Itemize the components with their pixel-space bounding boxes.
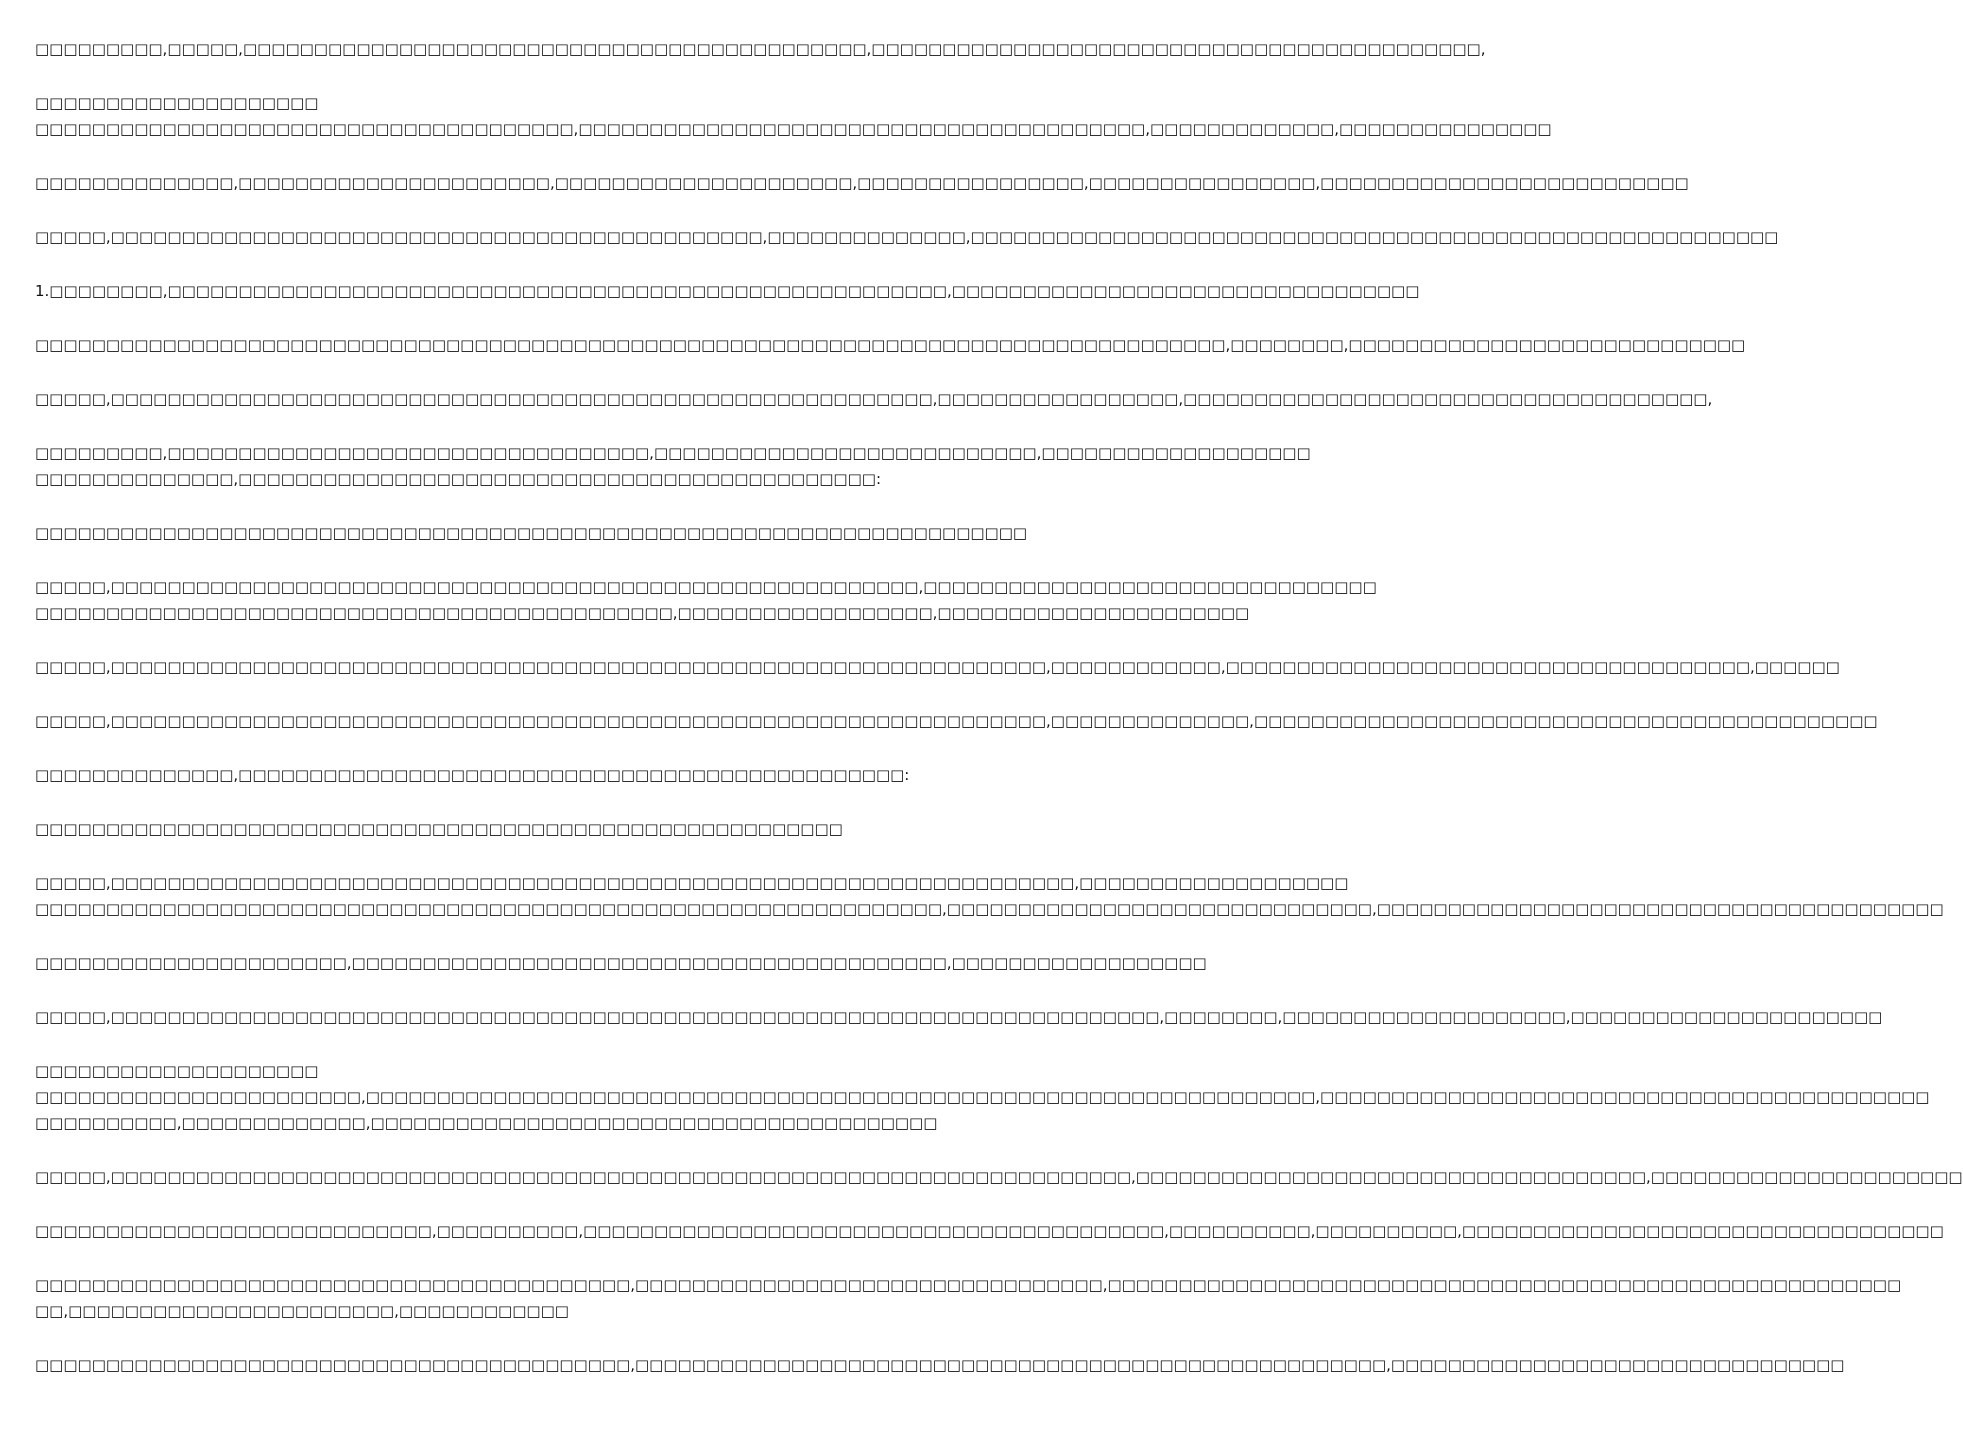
text-line: □□□□□□□□□□□□□□□□□□□□□□□□□□□□,□□□□□□□□□□,□□□□□□□□□□□□□□□□□□□□□□□□□□□□□□□□□□□□□□□□□,□□□□□□□□□□,□□□□□□□□□□,□□□□□□□□□□□□□□□□□□□□□□□□□□□□□□□□□□ xyxy=(35,1222,1944,1240)
paragraph xyxy=(35,36,1486,62)
text-line: □□□□□□□□□□□□□□□□□□□□□□□□□□□□□□□□□□□□□□□□□□□□□□□□□□□□□□□□□ xyxy=(35,820,843,838)
text-line: □□□□□□□□□□□□□□□□□□□□□□□□□□□□□□□□□□□□□□□□□□□□□,□□□□□□□□□□□□□□□□□□,□□□□□□□□□□□□□□□□□□□□□□ xyxy=(35,604,1250,622)
text-line: □□□□□□□□□□□□□□,□□□□□□□□□□□□□□□□□□□□□□□□□□□□□□□□□□□□□□□□□□□□□□□: xyxy=(35,766,910,784)
paragraph xyxy=(35,574,1377,626)
text-line: □□□□□□□□□□□□□□□□□□□□□□□□□□□□□□□□□□□□□□□□□□□□□□□□□□□□□□□□□□□□□□□□□□□□□□□□□□□□□□□□□□□□,□□□□□□□□,□□□□□□□□□□□□□□□□□□□□□□□□□□□□ xyxy=(35,336,1746,354)
paragraph xyxy=(35,1058,1930,1136)
text-line: □□□□□□□□□□□□□□□□□□□□□□□□□□□□□□□□□□□□□□□□□□,□□□□□□□□□□□□□□□□□□□□□□□□□□□□□□□□□,□□□□□□□□□□□□□□□□□□□□□□□□□□□□□□□□□□□□□□□□□□□□□□□□□□□□□□□□ xyxy=(35,1276,1902,1294)
text-line: □□□□□□□□□□□□□□,□□□□□□□□□□□□□□□□□□□□□□,□□□□□□□□□□□□□□□□□□□□□,□□□□□□□□□□□□□□□□,□□□□□□□□□□□□□□□□,□□□□□□□□□□□□□□□□□□□□□□□□□□ xyxy=(35,174,1689,192)
text-line: □□□□□,□□□□□□□□□□□□□□□□□□□□□□□□□□□□□□□□□□□□□□□□□□□□□□□□□□□□□□□□□□□□□□□□□□,□□□□□□□□□□□□□□,□□□□□□□□□□□□□□□□□□□□□□□□□□□□□□□□□□□□□□□□□□□□ xyxy=(35,712,1878,730)
text-line: □□,□□□□□□□□□□□□□□□□□□□□□□□,□□□□□□□□□□□□ xyxy=(35,1302,569,1320)
paragraph xyxy=(35,654,1840,680)
paragraph xyxy=(35,1352,1845,1378)
paragraph xyxy=(35,1164,1963,1190)
text-line: □□□□□□□□□□□□□□□□□□□□□□□□□□□□□□□□□□□□□□□□□□□□□□□□□□□□□□□□□□□□□□□□,□□□□□□□□□□□□□□□□□□□□□□□□□□□□□□,□□□□□□□□□□□□□□□□□□□□□□□□□□□□□□□□□□□□□□□□ xyxy=(35,900,1944,918)
text-line: □□□□□□□□□□,□□□□□□□□□□□□□,□□□□□□□□□□□□□□□□□□□□□□□□□□□□□□□□□□□□□□□□ xyxy=(35,1114,938,1132)
paragraph xyxy=(35,708,1878,734)
paragraph xyxy=(35,332,1746,358)
text-line: □□□□□□□□□□□□□□□□□□□□□□,□□□□□□□□□□□□□□□□□□□□□□□□□□□□□□□□□□□□□□□□□□,□□□□□□□□□□□□□□□□□□ xyxy=(35,954,1207,972)
paragraph xyxy=(35,816,989,842)
text-line: □□□□□□□□□,□□□□□□□□□□□□□□□□□□□□□□□□□□□□□□□□□□,□□□□□□□□□□□□□□□□□□□□□□□□□□□,□□□□□□□□□□□□□□□□□□□ xyxy=(35,444,1311,462)
text-line: □□□□□,□□□□□□□□□□□□□□□□□□□□□□□□□□□□□□□□□□□□□□□□□□□□□□□□□□□□□□□□□□□□□□□□□□□□,□□□□□□□□□□□□□□□□□□□ xyxy=(35,874,1349,892)
text-line: □□□□□,□□□□□□□□□□□□□□□□□□□□□□□□□□□□□□□□□□□□□□□□□□□□□□,□□□□□□□□□□□□□□,□□□□□□□□□□□□□□□□□□□□□□□□□□□□□□□□□□□□□□□□□□□□□□□□□□□□□□□□□ xyxy=(35,228,1779,246)
paragraph xyxy=(35,1004,1883,1030)
text-line: □□□□□□□□□□□□□□□□□□□□□□□,□□□□□□□□□□□□□□□□□□□□□□□□□□□□□□□□□□□□□□□□□□□□□□□□□□□□□□□□□□□□□□□□□□□,□□□□□□□□□□□□□□□□□□□□□□□□□□□□□□□□□□□□□□□□□□□ xyxy=(35,1088,1930,1106)
paragraph xyxy=(35,1218,1944,1244)
paragraph xyxy=(35,386,1713,412)
text-line: □□□□□□□□□□□□□□□□□□□□□□□□□□□□□□□□□□□□□□□□□□□□□□□□□□□□□□□□□□□□□□□□□□□□□□ xyxy=(35,524,1028,542)
paragraph xyxy=(35,1272,1902,1324)
text-line: □□□□□,□□□□□□□□□□□□□□□□□□□□□□□□□□□□□□□□□□□□□□□□□□□□□□□□□□□□□□□□□□□□□□□□□□□□□□□□□□,□□□□□□□□,□□□□□□□□□□□□□□□□□□□□,□□□□□□□□□□□□□□□□□□□□□□ xyxy=(35,1008,1883,1026)
text-line: □□□□□,□□□□□□□□□□□□□□□□□□□□□□□□□□□□□□□□□□□□□□□□□□□□□□□□□□□□□□□□□□□□□□□□□□,□□□□□□□□□□□□,□□□□□□□□□□□□□□□□□□□□□□□□□□□□□□□□□□□□□,□□□□□□ xyxy=(35,658,1840,676)
paragraph xyxy=(35,520,1028,546)
text-line: □□□□□□□□□□□□□□□□□□□□□□□□□□□□□□□□□□□□□□□□□□,□□□□□□□□□□□□□□□□□□□□□□□□□□□□□□□□□□□□□□□□□□□□□□□□□□□□□,□□□□□□□□□□□□□□□□□□□□□□□□□□□□□□□□ xyxy=(35,1356,1845,1374)
paragraph xyxy=(35,170,1689,196)
paragraph xyxy=(35,762,989,788)
paragraph xyxy=(35,870,1944,922)
document-body xyxy=(35,36,1963,1406)
text-line: □□□□□□□□□□□□□□□□□□□□ xyxy=(35,94,319,112)
text-line: □□□□□,□□□□□□□□□□□□□□□□□□□□□□□□□□□□□□□□□□□□□□□□□□□□□□□□□□□□□□□□□,□□□□□□□□□□□□□□□□□□□□□□□□□□□□□□□□ xyxy=(35,578,1377,596)
text-line: □□□□□,□□□□□□□□□□□□□□□□□□□□□□□□□□□□□□□□□□□□□□□□□□□□□□□□□□□□□□□□□□□□□□□□□□□□□□□□,□□□□□□□□□□□□□□□□□□□□□□□□□□□□□□□□□□□□,□□□□□□□□□□□□□□□□□□□□□□ xyxy=(35,1168,1963,1186)
paragraph xyxy=(35,950,1207,976)
text-line: □□□□□□□□□□□□□□□□□□□□ xyxy=(35,1062,319,1080)
paragraph xyxy=(35,440,1311,492)
text-line: 1.□□□□□□□□,□□□□□□□□□□□□□□□□□□□□□□□□□□□□□□□□□□□□□□□□□□□□□□□□□□□□□□□,□□□□□□□□□□□□□□□□□□□□□□□□□□□□□□□□□ xyxy=(35,282,1420,300)
text-line: □□□□□,□□□□□□□□□□□□□□□□□□□□□□□□□□□□□□□□□□□□□□□□□□□□□□□□□□□□□□□□□□,□□□□□□□□□□□□□□□□□,□□□□□□□□□□□□□□□□□□□□□□□□□□□□□□□□□□□□□, xyxy=(35,390,1713,408)
text-line: □□□□□□□□□,□□□□□,□□□□□□□□□□□□□□□□□□□□□□□□□□□□□□□□□□□□□□□□□□□□,□□□□□□□□□□□□□□□□□□□□□□□□□□□□□□□□□□□□□□□□□□□, xyxy=(35,40,1486,58)
text-line: □□□□□□□□□□□□□□□□□□□□□□□□□□□□□□□□□□□□□□,□□□□□□□□□□□□□□□□□□□□□□□□□□□□□□□□□□□□□□□□,□□□□□□□□□□□□□,□□□□□□□□□□□□□□□ xyxy=(35,120,1552,138)
paragraph xyxy=(35,278,1420,304)
paragraph xyxy=(35,90,1552,142)
paragraph xyxy=(35,224,1779,250)
text-line: □□□□□□□□□□□□□□,□□□□□□□□□□□□□□□□□□□□□□□□□□□□□□□□□□□□□□□□□□□□□: xyxy=(35,470,881,488)
